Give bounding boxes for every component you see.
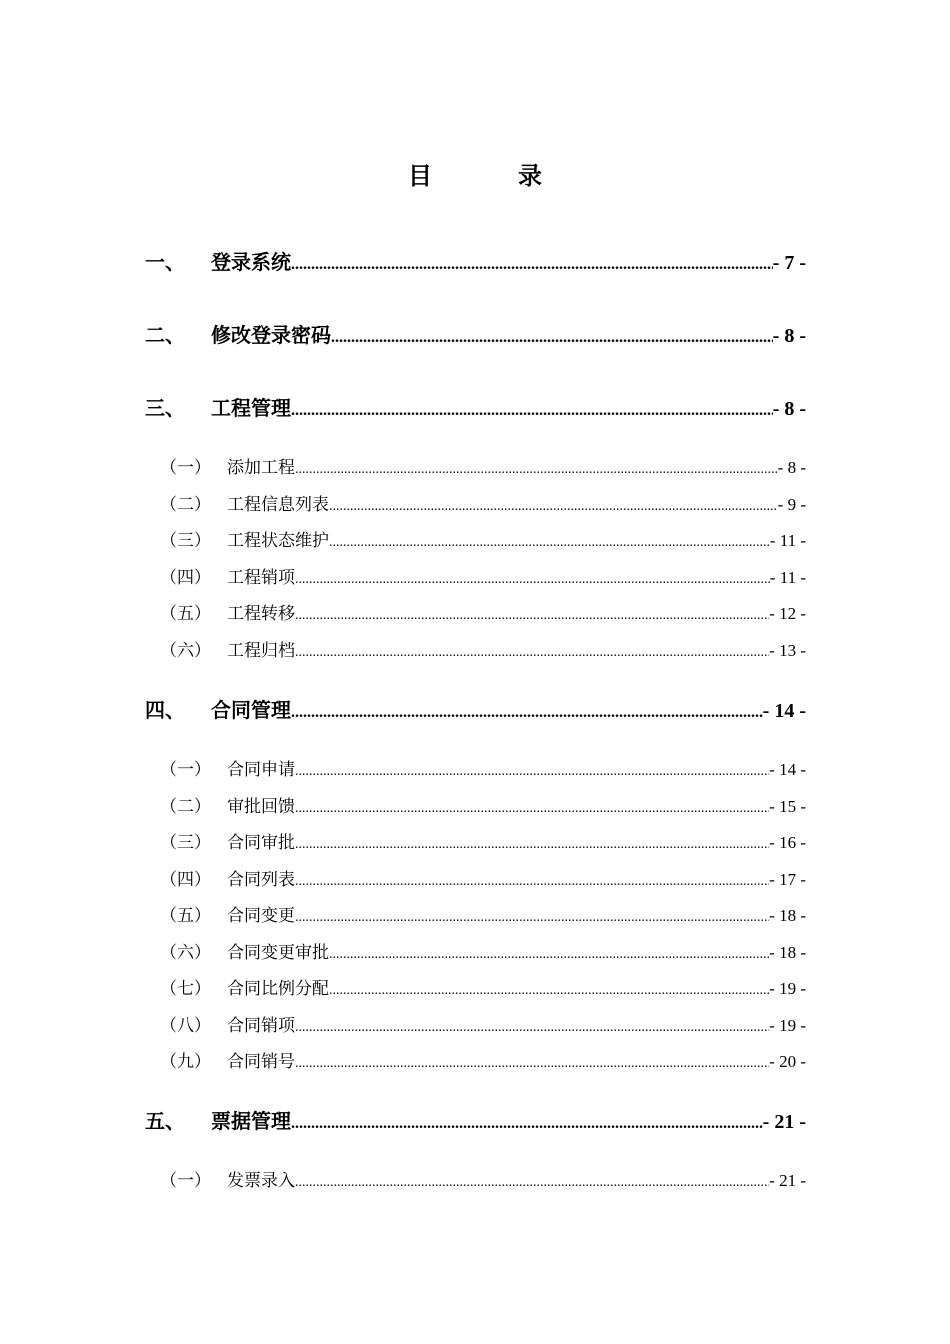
toc-section-entry[interactable]	[145, 974, 806, 999]
toc-entry-label: 合同管理	[211, 700, 291, 722]
toc-entry-page-number: - 8 -	[777, 458, 806, 477]
toc-entry-page-number: - 16 -	[769, 833, 806, 852]
toc-entry-page-number: - 11 -	[769, 531, 806, 550]
toc-dot-leader	[295, 874, 769, 890]
toc-entry-number: （一）	[160, 1171, 211, 1190]
toc-entry-label: 登录系统	[211, 252, 291, 274]
toc-entry-label: 工程状态维护	[227, 531, 329, 550]
toc-entry-label: 合同销号	[227, 1052, 295, 1071]
toc-section-entry[interactable]	[145, 526, 806, 551]
toc-entry-number: 四、	[145, 700, 185, 722]
toc-dot-leader	[295, 801, 769, 817]
toc-section-entry[interactable]	[145, 453, 806, 478]
toc-chapter-entry[interactable]	[145, 694, 806, 723]
toc-entry-number: （二）	[160, 495, 211, 514]
toc-entry-label: 合同销项	[227, 1016, 295, 1035]
toc-entry-label: 票据管理	[211, 1111, 291, 1133]
toc-section-entry[interactable]	[145, 755, 806, 780]
toc-dot-leader	[295, 462, 778, 478]
toc-entry-page-number: - 18 -	[769, 906, 806, 925]
toc-section-entry[interactable]	[145, 828, 806, 853]
toc-entry-number: （四）	[160, 870, 211, 889]
toc-entry-page-number: - 12 -	[769, 604, 806, 623]
toc-entry-label: 合同变更	[227, 906, 295, 925]
toc-entry-number: 三、	[145, 398, 185, 420]
toc-dot-leader	[329, 947, 769, 963]
toc-entry-label: 工程信息列表	[227, 495, 329, 514]
toc-entry-label: 工程转移	[227, 604, 295, 623]
toc-entry-number: （三）	[160, 833, 211, 852]
toc-entry-page-number: - 13 -	[769, 641, 806, 660]
toc-entry-page-number: - 21 -	[769, 1171, 806, 1190]
toc-entry-page-number: - 19 -	[769, 979, 806, 998]
toc-entry-label: 审批回馈	[227, 797, 295, 816]
toc-dot-leader	[295, 764, 769, 780]
toc-dot-leader	[291, 256, 773, 274]
toc-entry-number: （八）	[160, 1016, 211, 1035]
toc-entry-label: 合同变更审批	[227, 943, 329, 962]
toc-section-entry[interactable]	[145, 599, 806, 624]
toc-entry-number: （五）	[160, 906, 211, 925]
toc-entry-number: 二、	[145, 325, 185, 347]
toc-section-entry[interactable]	[145, 901, 806, 926]
toc-entry-label: 工程管理	[211, 398, 291, 420]
toc-section-entry[interactable]	[145, 490, 806, 515]
toc-section-entry[interactable]	[145, 938, 806, 963]
toc-dot-leader	[295, 1056, 769, 1072]
toc-section-entry[interactable]	[145, 865, 806, 890]
toc-dot-leader	[295, 645, 769, 661]
toc-entry-label: 合同比例分配	[227, 979, 329, 998]
toc-entry-page-number: - 9 -	[777, 495, 806, 514]
toc-entry-label: 工程归档	[227, 641, 295, 660]
toc-chapter-entry[interactable]	[145, 319, 806, 348]
toc-dot-leader	[291, 1115, 763, 1133]
toc-entry-label: 添加工程	[227, 458, 295, 477]
toc-dot-leader	[295, 572, 770, 588]
toc-dot-leader	[329, 499, 778, 515]
toc-entry-number: （二）	[160, 797, 211, 816]
toc-entry-label: 工程销项	[227, 568, 295, 587]
toc-entry-page-number: - 19 -	[769, 1016, 806, 1035]
toc-section-entry[interactable]	[145, 1047, 806, 1072]
toc-entry-number: （六）	[160, 641, 211, 660]
toc-entry-number: 一、	[145, 252, 185, 274]
toc-entry-page-number: - 14 -	[762, 700, 806, 722]
toc-entry-number: （七）	[160, 979, 211, 998]
toc-dot-leader	[329, 535, 770, 551]
toc-entry-number: （一）	[160, 760, 211, 779]
toc-dot-leader	[329, 983, 769, 999]
toc-chapter-entry[interactable]	[145, 392, 806, 421]
toc-entry-number: （五）	[160, 604, 211, 623]
toc-dot-leader	[331, 329, 773, 347]
toc-chapter-entry[interactable]	[145, 246, 806, 275]
toc-entry-label: 发票录入	[227, 1171, 295, 1190]
toc-entry-page-number: - 21 -	[762, 1111, 806, 1133]
toc-dot-leader	[295, 1020, 769, 1036]
toc-entry-page-number: - 8 -	[772, 325, 806, 347]
toc-entry-page-number: - 11 -	[769, 568, 806, 587]
toc-entry-label: 合同申请	[227, 760, 295, 779]
toc-entry-label: 修改登录密码	[211, 325, 331, 347]
toc-dot-leader	[291, 704, 763, 722]
toc-dot-leader	[295, 910, 769, 926]
toc-entry-page-number: - 20 -	[769, 1052, 806, 1071]
toc-title: 目 录	[408, 164, 582, 190]
toc-section-entry[interactable]	[145, 1166, 806, 1191]
toc-entry-page-number: - 17 -	[769, 870, 806, 889]
toc-entry-page-number: - 15 -	[769, 797, 806, 816]
toc-dot-leader	[295, 608, 769, 624]
toc-chapter-entry[interactable]	[145, 1105, 806, 1134]
toc-entry-page-number: - 8 -	[772, 398, 806, 420]
toc-entry-number: （六）	[160, 943, 211, 962]
toc-dot-leader	[295, 837, 769, 853]
toc-section-entry[interactable]	[145, 1011, 806, 1036]
toc-entry-label: 合同列表	[227, 870, 295, 889]
toc-entry-page-number: - 18 -	[769, 943, 806, 962]
toc-dot-leader	[295, 1175, 769, 1191]
toc-section-entry[interactable]	[145, 792, 806, 817]
toc-entry-page-number: - 14 -	[769, 760, 806, 779]
toc-entry-number: （九）	[160, 1052, 211, 1071]
toc-entry-label: 合同审批	[227, 833, 295, 852]
toc-dot-leader	[291, 402, 773, 420]
toc-entry-number: 五、	[145, 1111, 185, 1133]
toc-entry-number: （四）	[160, 568, 211, 587]
toc-entry-number: （三）	[160, 531, 211, 550]
toc-entry-number: （一）	[160, 458, 211, 477]
toc-section-entry[interactable]	[145, 636, 806, 661]
toc-entry-page-number: - 7 -	[772, 252, 806, 274]
toc-section-entry[interactable]	[145, 563, 806, 588]
